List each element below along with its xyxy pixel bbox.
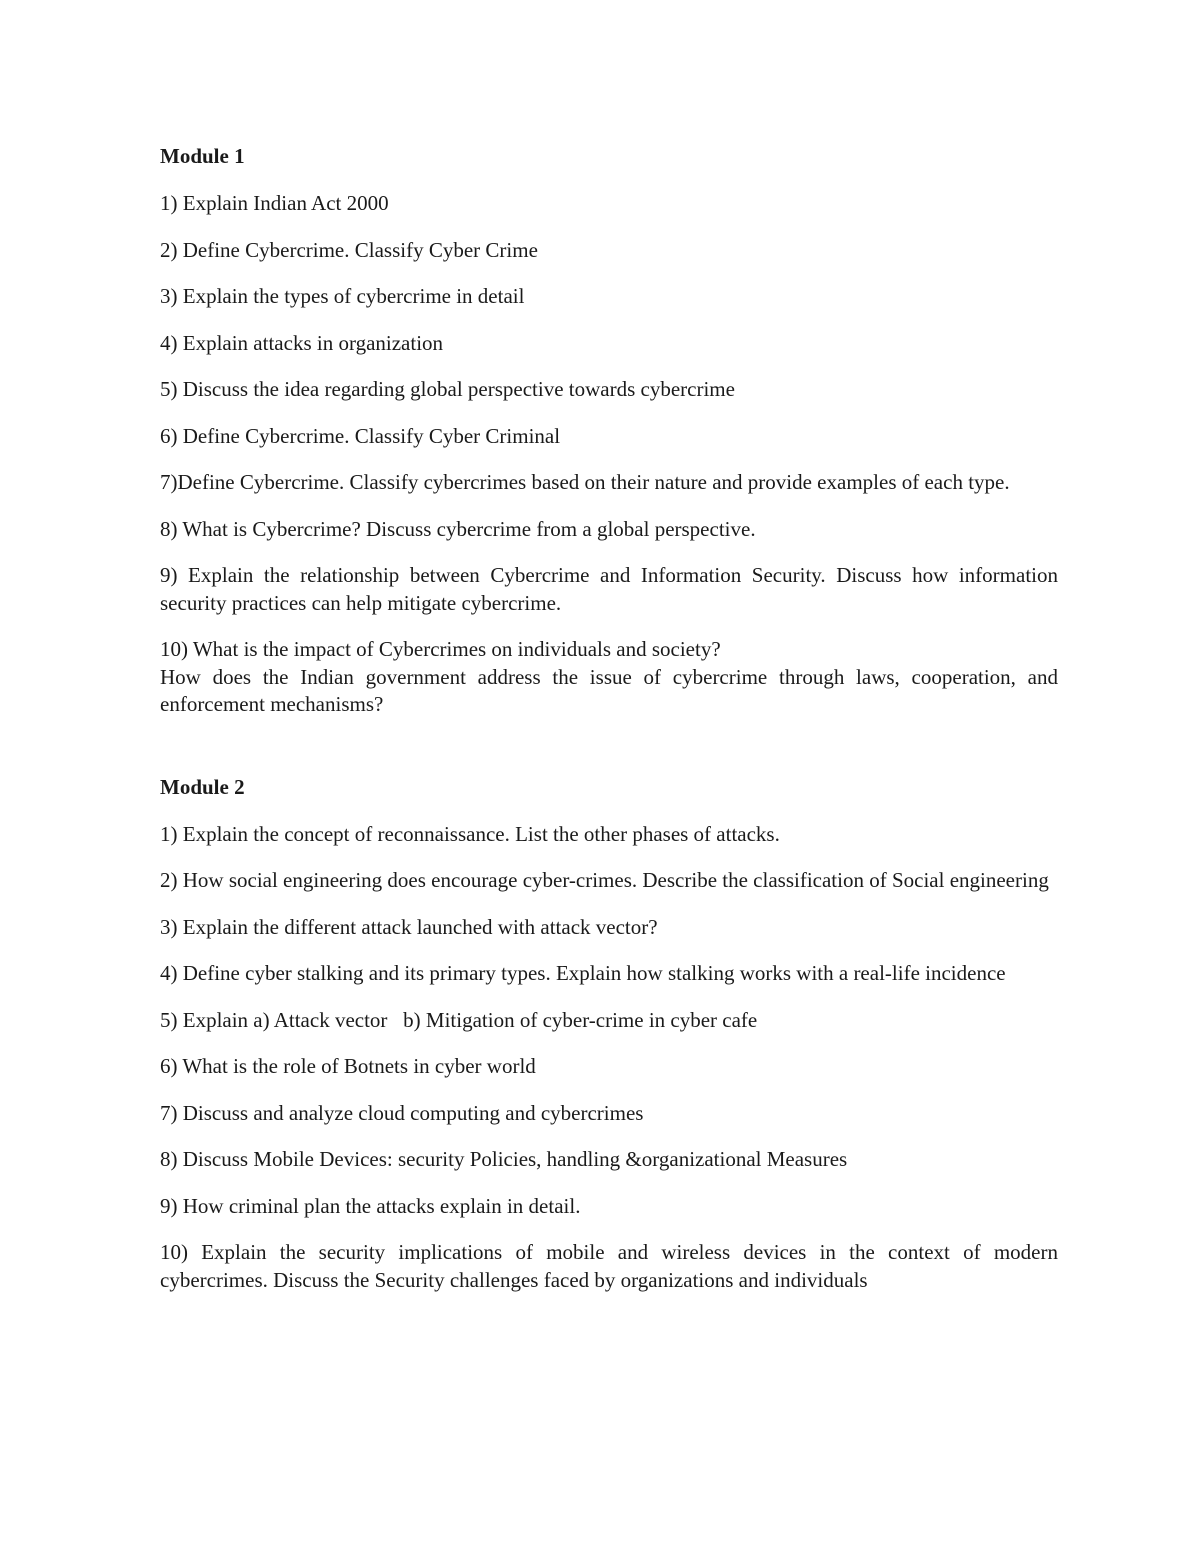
question-item: 9) How criminal plan the attacks explain in detail. bbox=[160, 1193, 581, 1218]
question-item: 9) Explain the relationship between Cybercrime and Information Security. Discuss how information security practices can help mitigate cybercrime. bbox=[160, 563, 1058, 615]
question-item: 7)Define Cybercrime. Classify cybercrimes based on their nature and provide examples of each type. bbox=[160, 470, 1010, 494]
question-item: 3) Explain the types of cybercrime in detail bbox=[160, 284, 525, 308]
document-page bbox=[160, 141, 1058, 1313]
module-divider-space bbox=[160, 738, 1058, 772]
question-item: 8) Discuss Mobile Devices: security Policies, handling &organizational Measures bbox=[160, 1147, 848, 1171]
question-part: 10) What is the impact of Cybercrimes on individuals and society? bbox=[160, 637, 721, 661]
module-1-title: Module 1 bbox=[160, 144, 245, 168]
question-item: 5) Explain a) Attack vector b) Mitigation of cyber-crime in cyber cafe bbox=[160, 1007, 758, 1032]
question-item: 8) What is Cybercrime? Discuss cybercrime from a global perspective. bbox=[160, 516, 756, 541]
module-2-section bbox=[160, 772, 1058, 1295]
question-item: 2) Define Cybercrime. Classify Cyber Crime bbox=[160, 237, 538, 262]
question-item: 4) Explain attacks in organization bbox=[160, 330, 444, 355]
question-item: 10) Explain the security implications of mobile and wireless devices in the context of modern cybercrimes. Discuss the Security challenges faced by organizations and individuals bbox=[160, 1240, 1058, 1292]
question-item: 3) Explain the different attack launched with attack vector? bbox=[160, 914, 658, 939]
question-item-multipart bbox=[160, 636, 1058, 719]
question-item: 1) Explain Indian Act 2000 bbox=[160, 191, 389, 215]
module-2-title: Module 2 bbox=[160, 774, 245, 799]
question-item: 2) How social engineering does encourage cyber-crimes. Describe the classification of Social engineering bbox=[160, 868, 1049, 892]
question-part: How does the Indian government address the issue of cybercrime through laws, cooperation, and enforcement mechanisms? bbox=[160, 664, 1058, 716]
module-1-section bbox=[160, 141, 1058, 719]
question-item: 7) Discuss and analyze cloud computing and cybercrimes bbox=[160, 1100, 644, 1125]
question-item: 6) Define Cybercrime. Classify Cyber Criminal bbox=[160, 423, 561, 448]
question-item: 6) What is the role of Botnets in cyber world bbox=[160, 1054, 536, 1078]
question-item: 1) Explain the concept of reconnaissance. List the other phases of attacks. bbox=[160, 821, 780, 846]
question-item: 4) Define cyber stalking and its primary types. Explain how stalking works with a real-life incidence bbox=[160, 961, 1006, 985]
question-item: 5) Discuss the idea regarding global perspective towards cybercrime bbox=[160, 377, 735, 401]
